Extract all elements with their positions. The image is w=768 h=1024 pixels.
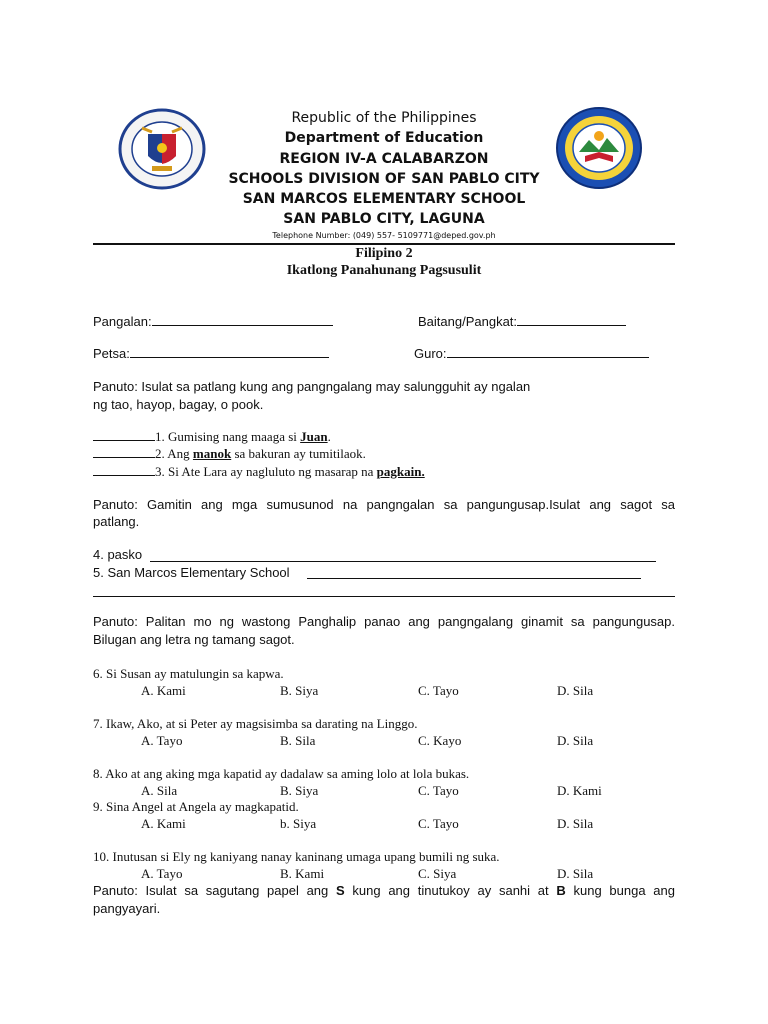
header-telephone: Telephone Number: (049) 557- 5109771@deped.gov.ph: [272, 231, 496, 240]
sentence-item-4: [93, 547, 142, 562]
question-9: 9. Sina Angel at Angela ay magkapatid.: [93, 799, 299, 814]
choice-9a[interactable]: A. Kami: [141, 816, 186, 831]
teacher-label: Guro:: [414, 346, 447, 361]
question-6: 6. Si Susan ay matulungin sa kapwa.: [93, 666, 284, 681]
teacher-field[interactable]: [414, 346, 649, 361]
item-text: 2. Ang: [155, 446, 193, 461]
answer-blank[interactable]: [93, 464, 155, 476]
header-department: Department of Education: [284, 130, 484, 146]
choice-10d[interactable]: D. Sila: [557, 866, 594, 881]
exam-subject: Filipino 2: [355, 246, 413, 261]
answer-line-5[interactable]: [307, 578, 641, 579]
instruction-text-end: kung bunga ang: [565, 883, 675, 898]
question-8: 8. Ako at ang aking mga kapatid ay dadalaw sa aming lolo at lola bukas.: [93, 766, 470, 781]
date-label: Petsa:: [93, 346, 130, 361]
answer-line-4[interactable]: [150, 561, 656, 562]
header-division: SCHOOLS DIVISION OF SAN PABLO CITY: [228, 171, 540, 187]
underlined-noun: Juan: [300, 429, 328, 444]
part1-instruction-line2: ng tao, hayop, bagay, o pook.: [93, 397, 264, 412]
header-school: SAN MARCOS ELEMENTARY SCHOOL: [242, 191, 526, 207]
choice-9d[interactable]: D. Sila: [557, 816, 594, 831]
choice-8a[interactable]: A. Sila: [141, 783, 178, 798]
item-text: 1. Gumising nang maaga si: [155, 429, 301, 444]
date-line[interactable]: [130, 346, 329, 358]
name-line[interactable]: [152, 314, 333, 326]
instruction-text-mid: kung ang tinutukoy ay sanhi at: [344, 883, 557, 898]
part2-instruction-line1: Panuto: Gamitin ang mga sumusunod na pangngalan sa pangungusap.Isulat ang sagot sa: [93, 497, 675, 512]
answer-blank[interactable]: [93, 429, 155, 441]
choice-10c[interactable]: C. Siya: [418, 866, 457, 881]
grade-line[interactable]: [517, 314, 626, 326]
item-text-end: sa bakuran ay tumitilaok.: [231, 446, 366, 461]
grade-field[interactable]: [418, 314, 626, 329]
part2-instruction-line2: patlang.: [93, 514, 140, 529]
instruction-text: Panuto: Isulat sa sagutang papel ang: [93, 883, 336, 898]
name-field[interactable]: [93, 314, 333, 329]
choice-6b[interactable]: B. Siya: [280, 683, 319, 698]
date-field[interactable]: [93, 346, 329, 361]
underlined-noun: pagkain.: [376, 464, 425, 479]
item-text: 3. Si Ate Lara ay nagluluto ng masarap na: [155, 464, 377, 479]
header-city: SAN PABLO CITY, LAGUNA: [283, 211, 485, 227]
choice-7a[interactable]: A. Tayo: [141, 733, 183, 748]
header-republic: Republic of the Philippines: [291, 110, 477, 126]
answer-blank[interactable]: [93, 446, 155, 458]
question-7: 7. Ikaw, Ako, at si Peter ay magsisimba sa darating na Linggo.: [93, 716, 418, 731]
choice-6d[interactable]: D. Sila: [557, 683, 594, 698]
choice-10b[interactable]: B. Kami: [280, 866, 325, 881]
part4-instruction-line1: [93, 883, 675, 898]
letter-s: S: [336, 883, 345, 898]
choice-9b[interactable]: b. Siya: [280, 816, 317, 831]
part1-instruction-line1: Panuto: Isulat sa patlang kung ang pangngalang may salungguhit ay ngalan: [93, 379, 531, 394]
list-item: [93, 429, 331, 445]
exam-title: Ikatlong Panahunang Pagsusulit: [286, 263, 482, 278]
choice-10a[interactable]: A. Tayo: [141, 866, 183, 881]
question-10: 10. Inutusan si Ely ng kaniyang nanay kaninang umaga upang bumili ng suka.: [93, 849, 500, 864]
part3-instruction-line2: Bilugan ang letra ng tamang sagot.: [93, 632, 295, 647]
choice-6c[interactable]: C. Tayo: [418, 683, 459, 698]
header-divider: [93, 243, 675, 245]
item-text-end: .: [327, 429, 331, 444]
letter-b: B: [556, 883, 566, 898]
list-item: [93, 464, 425, 480]
header-region: REGION IV-A CALABARZON: [279, 151, 489, 167]
choice-7d[interactable]: D. Sila: [557, 733, 594, 748]
choice-8c[interactable]: C. Tayo: [418, 783, 459, 798]
sentence-item-5: [93, 565, 290, 580]
choice-7c[interactable]: C. Kayo: [418, 733, 462, 748]
name-label: Pangalan:: [93, 314, 152, 329]
teacher-line[interactable]: [447, 346, 649, 358]
choice-8d[interactable]: D. Kami: [557, 783, 602, 798]
part4-instruction-line2: pangyayari.: [93, 901, 161, 916]
choice-6a[interactable]: A. Kami: [141, 683, 186, 698]
item-label: 4. pasko: [93, 547, 143, 562]
underlined-noun: manok: [192, 446, 232, 461]
grade-label: Baitang/Pangkat:: [418, 314, 518, 329]
part3-instruction-line1: Panuto: Palitan mo ng wastong Panghalip panao ang pangngalang ginamit sa pangungusap.: [93, 614, 675, 629]
choice-9c[interactable]: C. Tayo: [418, 816, 459, 831]
answer-line-extra[interactable]: [93, 596, 675, 597]
item-label: 5. San Marcos Elementary School: [93, 565, 290, 580]
choice-8b[interactable]: B. Siya: [280, 783, 319, 798]
list-item: [93, 446, 366, 462]
choice-7b[interactable]: B. Sila: [280, 733, 316, 748]
